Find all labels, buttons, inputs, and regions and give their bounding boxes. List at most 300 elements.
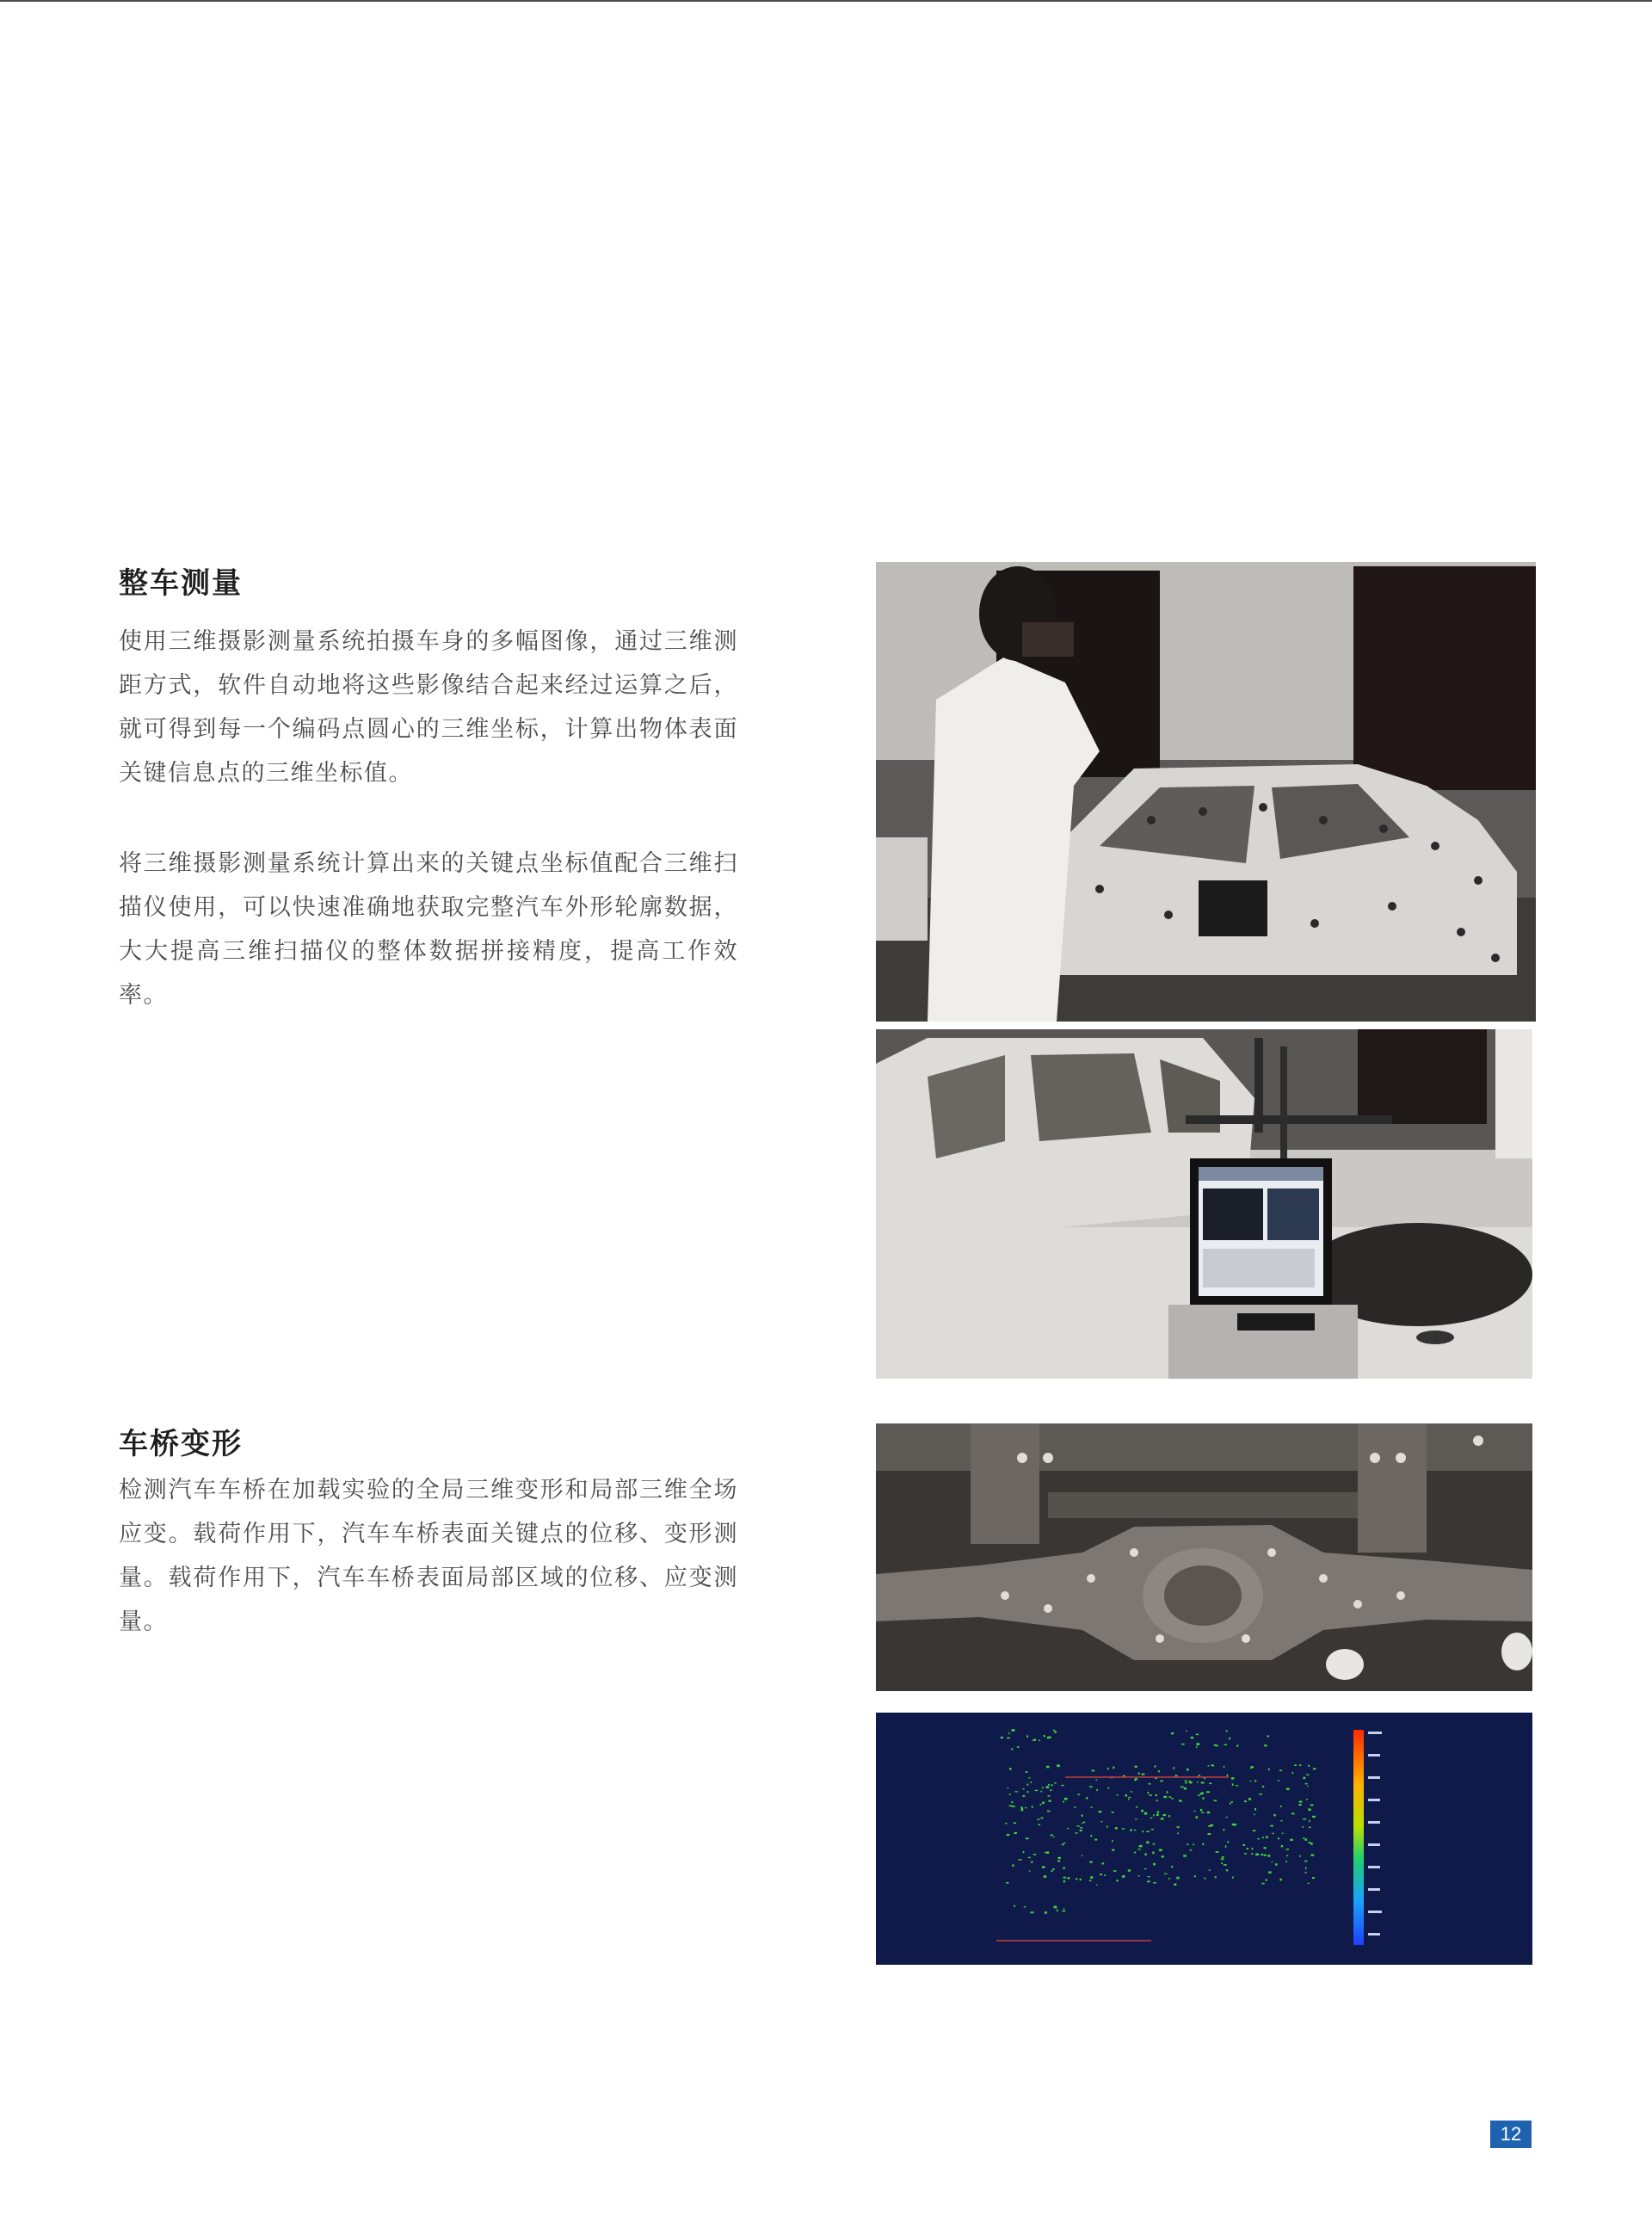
point-cloud-mark [1031, 1861, 1032, 1863]
point-cloud-mark [1134, 1830, 1136, 1831]
point-cloud-mark [1052, 1868, 1055, 1870]
point-cloud-mark [1057, 1860, 1060, 1861]
point-cloud-mark [1020, 1806, 1022, 1809]
point-cloud-mark [1267, 1736, 1270, 1738]
section-1-paragraph-2: 将三维摄影测量系统计算出来的关键点坐标值配合三维扫描仪使用，可以快速准确地获取完整汽车外形轮廓数据，大大提高三维扫描仪的整体数据拼接精度，提高工作效率。 [119, 850, 738, 1009]
point-cloud-mark [1135, 1818, 1137, 1819]
point-cloud-mark [1040, 1804, 1042, 1806]
point-cloud-mark [1304, 1861, 1308, 1862]
point-cloud-mark [1187, 1769, 1189, 1770]
point-cloud-mark [1313, 1768, 1316, 1769]
point-cloud-mark [1222, 1856, 1224, 1858]
point-cloud-mark [1312, 1816, 1316, 1818]
point-cloud-mark [1244, 1853, 1247, 1854]
point-cloud-mark [1128, 1797, 1131, 1798]
point-cloud-mark [1193, 1843, 1194, 1845]
point-cloud-mark [1029, 1870, 1031, 1871]
point-cloud-mark [1086, 1797, 1088, 1800]
point-cloud-mark [1067, 1828, 1069, 1829]
point-cloud-mark [1143, 1831, 1144, 1832]
point-cloud-mark [1184, 1787, 1187, 1790]
point-cloud-mark [1157, 1811, 1159, 1812]
point-cloud-mark [1030, 1781, 1032, 1783]
point-cloud-mark [1232, 1876, 1234, 1878]
point-cloud-mark [1201, 1812, 1205, 1813]
point-cloud-mark [1113, 1870, 1116, 1872]
point-cloud-mark [1194, 1811, 1196, 1812]
point-cloud-mark [1028, 1777, 1030, 1778]
point-cloud-mark [1159, 1849, 1162, 1851]
point-cloud-mark [1198, 1795, 1200, 1797]
point-cloud-mark [1044, 1875, 1046, 1878]
point-cloud-mark [1023, 1851, 1025, 1853]
point-cloud-mark [1082, 1815, 1083, 1817]
point-cloud-mark [1021, 1809, 1024, 1812]
point-cloud-mark [1041, 1818, 1044, 1819]
point-cloud-mark [1147, 1880, 1150, 1882]
point-cloud-mark [1009, 1794, 1011, 1795]
point-cloud-mark [1025, 1807, 1026, 1809]
point-cloud-mark [1209, 1869, 1211, 1870]
point-cloud-mark [1048, 1795, 1051, 1796]
point-cloud-mark [1090, 1876, 1093, 1879]
point-cloud-mark [1156, 1800, 1158, 1801]
point-cloud-mark [1286, 1855, 1288, 1857]
point-cloud-mark [1168, 1878, 1170, 1880]
point-cloud-mark [1161, 1818, 1164, 1819]
point-cloud-mark [1230, 1803, 1231, 1805]
point-cloud-mark [1202, 1798, 1205, 1800]
point-cloud-mark [1006, 1882, 1008, 1884]
point-cloud-mark [1057, 1764, 1060, 1767]
point-cloud-mark [1089, 1880, 1092, 1882]
point-cloud-mark [1310, 1843, 1313, 1844]
point-cloud-mark [1254, 1808, 1256, 1811]
point-cloud-mark [1185, 1780, 1187, 1781]
point-cloud-mark [1142, 1774, 1145, 1775]
point-cloud-mark [1083, 1821, 1085, 1823]
point-cloud-mark [1063, 1908, 1065, 1909]
point-cloud-mark [1032, 1806, 1033, 1808]
point-cloud-mark [1007, 1738, 1010, 1739]
point-cloud-mark [1285, 1861, 1287, 1862]
point-cloud-mark [1310, 1805, 1314, 1806]
point-cloud-mark [1078, 1794, 1080, 1796]
point-cloud-mark [1272, 1861, 1273, 1862]
point-cloud-mark [1100, 1821, 1102, 1822]
point-cloud-mark [1037, 1819, 1039, 1820]
point-cloud-mark [1208, 1765, 1210, 1767]
point-cloud-mark [1262, 1786, 1264, 1787]
point-cloud-mark [1063, 1880, 1065, 1883]
point-cloud-mark [1153, 1863, 1156, 1866]
point-cloud-mark [1113, 1767, 1114, 1769]
point-cloud-mark [1152, 1852, 1154, 1855]
point-cloud-mark [1294, 1764, 1297, 1766]
point-cloud-mark [1264, 1847, 1267, 1849]
point-cloud-mark [1286, 1788, 1290, 1790]
point-cloud-mark [1194, 1875, 1196, 1877]
point-cloud-mark [1205, 1878, 1206, 1880]
point-cloud-mark [1135, 1766, 1137, 1768]
point-cloud-mark [1156, 1794, 1158, 1796]
point-cloud-mark [1011, 1801, 1014, 1802]
point-cloud-mark [1089, 1861, 1093, 1863]
point-cloud-mark [1248, 1798, 1251, 1800]
point-cloud-mark [1281, 1845, 1283, 1847]
point-cloud-mark [1163, 1796, 1167, 1798]
point-cloud-mark [1236, 1744, 1238, 1746]
point-cloud-mark [1092, 1770, 1094, 1772]
point-cloud-mark [1051, 1784, 1053, 1786]
point-cloud-mark [1216, 1851, 1219, 1853]
point-cloud-mark [1014, 1832, 1017, 1834]
point-cloud-mark [1224, 1766, 1225, 1768]
point-cloud-mark [1252, 1848, 1254, 1849]
point-cloud-mark [1162, 1855, 1164, 1857]
point-cloud-mark [1291, 1813, 1295, 1815]
point-cloud-mark [1039, 1824, 1041, 1826]
point-cloud-mark [1163, 1814, 1167, 1816]
point-cloud-mark [1168, 1815, 1170, 1818]
point-cloud-mark [1148, 1876, 1150, 1877]
point-cloud-mark [1049, 1800, 1051, 1802]
point-cloud-mark [1096, 1789, 1098, 1791]
point-cloud-mark [1112, 1812, 1114, 1813]
point-cloud-mark [1273, 1814, 1276, 1816]
point-cloud-mark [1279, 1879, 1282, 1881]
point-cloud-mark [1266, 1880, 1268, 1881]
point-cloud-mark [1122, 1875, 1125, 1878]
point-cloud-mark [1254, 1781, 1256, 1782]
point-cloud-mark [1144, 1868, 1147, 1869]
point-cloud-mark [1009, 1768, 1012, 1769]
point-cloud-mark [1299, 1764, 1301, 1766]
point-cloud-mark [1145, 1853, 1147, 1855]
point-cloud-mark [1264, 1855, 1267, 1856]
point-cloud-mark [1130, 1829, 1131, 1831]
section-title-axle-deformation: 车桥变形 [119, 1427, 243, 1461]
point-cloud-mark [1153, 1814, 1155, 1816]
point-cloud-mark [1076, 1878, 1077, 1880]
point-cloud-mark [1267, 1855, 1270, 1857]
point-cloud-mark [1270, 1825, 1273, 1827]
point-cloud-mark [1206, 1791, 1210, 1793]
point-cloud-mark [1308, 1883, 1310, 1884]
point-cloud-mark [1053, 1730, 1056, 1732]
point-cloud-mark [1141, 1810, 1143, 1812]
point-cloud-mark [1221, 1859, 1224, 1861]
point-cloud-mark [1128, 1799, 1130, 1800]
point-cloud-mark [1107, 1787, 1109, 1789]
point-cloud-mark [1106, 1826, 1108, 1828]
point-cloud-mark [1050, 1790, 1052, 1791]
point-cloud-mark [1051, 1834, 1053, 1836]
point-cloud-mark [1026, 1784, 1028, 1786]
point-cloud-mark [1290, 1839, 1293, 1841]
point-cloud-mark [1094, 1839, 1097, 1841]
point-cloud-mark [1055, 1782, 1057, 1784]
point-cloud-mark [1063, 1911, 1066, 1912]
point-cloud-mark [1261, 1854, 1263, 1855]
point-cloud-mark [1115, 1827, 1118, 1829]
point-cloud-mark [1183, 1855, 1187, 1856]
top-rule [0, 0, 1652, 2]
point-cloud-mark [1307, 1786, 1309, 1787]
point-cloud-mark [1312, 1877, 1315, 1879]
point-cloud-mark [1171, 1866, 1173, 1868]
car-scanner-setup-photo [876, 1029, 1532, 1379]
point-cloud-mark [1134, 1779, 1136, 1781]
point-cloud-mark [1138, 1772, 1140, 1775]
point-cloud-mark [1017, 1746, 1020, 1748]
point-cloud-mark [1046, 1786, 1050, 1788]
point-cloud-mark [1112, 1840, 1113, 1842]
point-cloud-mark [1048, 1784, 1050, 1786]
point-cloud-mark [1176, 1877, 1179, 1880]
point-cloud-mark [1027, 1791, 1029, 1793]
point-cloud-mark [1064, 1798, 1068, 1800]
point-cloud-mark [1019, 1859, 1022, 1860]
point-cloud-mark [1045, 1911, 1047, 1914]
point-cloud-mark [1022, 1795, 1025, 1797]
point-cloud-mark [1044, 1735, 1045, 1737]
point-cloud-mark [1216, 1744, 1218, 1746]
point-cloud-mark [1302, 1826, 1304, 1828]
point-cloud-mark [1186, 1731, 1187, 1732]
point-cloud-mark [1299, 1855, 1301, 1857]
point-cloud-mark [1280, 1806, 1282, 1807]
point-cloud-mark [1231, 1777, 1234, 1779]
point-cloud-mark [1122, 1828, 1125, 1830]
point-cloud-mark [1149, 1794, 1152, 1796]
section-title-vehicle-measurement: 整车测量 [119, 566, 243, 601]
point-cloud-mark [1215, 1876, 1217, 1878]
point-cloud-mark [1247, 1848, 1248, 1849]
point-cloud-mark [1308, 1765, 1310, 1767]
point-cloud-mark [1308, 1808, 1310, 1811]
car-photogrammetry-photo [876, 562, 1536, 1022]
point-cloud-mark [1076, 1825, 1080, 1826]
point-cloud-mark [1196, 1816, 1199, 1818]
point-cloud-mark [1173, 1767, 1174, 1769]
point-cloud-mark [1035, 1790, 1039, 1791]
point-cloud-mark [1014, 1823, 1017, 1824]
point-cloud-mark [1012, 1864, 1014, 1866]
axle-test-rig-photo [876, 1423, 1532, 1691]
point-cloud-mark [1080, 1827, 1082, 1829]
point-cloud-mark [1001, 1737, 1003, 1738]
point-cloud-mark [1309, 1827, 1310, 1829]
point-cloud-mark [1279, 1770, 1282, 1772]
point-cloud-mark [1200, 1809, 1202, 1812]
point-cloud-mark [1125, 1794, 1127, 1797]
point-cloud-mark [1189, 1849, 1192, 1850]
point-cloud-mark [1196, 1743, 1199, 1745]
point-cloud-mark [1058, 1857, 1061, 1859]
point-cloud-mark [1187, 1844, 1189, 1845]
point-cloud-mark [1209, 1783, 1211, 1785]
point-cloud-mark [1046, 1851, 1049, 1854]
point-cloud-mark [1039, 1740, 1040, 1742]
point-cloud-mark [1227, 1842, 1229, 1843]
point-cloud-mark [1067, 1877, 1069, 1879]
point-cloud-mark [1179, 1800, 1182, 1801]
point-cloud-mark [1089, 1786, 1093, 1787]
page-number: 12 [1490, 2121, 1532, 2148]
point-cloud-mark [1226, 1817, 1228, 1818]
point-cloud-mark [1024, 1906, 1026, 1907]
point-cloud-mark [1196, 1746, 1198, 1748]
point-cloud-mark [1061, 1785, 1063, 1786]
point-cloud-mark [1117, 1794, 1119, 1795]
point-cloud-mark [1100, 1874, 1102, 1875]
point-cloud-mark [1158, 1770, 1160, 1772]
point-cloud-mark [1028, 1857, 1031, 1858]
point-cloud-mark [1171, 1732, 1174, 1734]
point-cloud-mark [1082, 1823, 1083, 1824]
point-cloud-mark [1261, 1883, 1264, 1885]
point-cloud-mark [1032, 1739, 1035, 1741]
point-cloud-mark [1048, 1737, 1051, 1738]
point-cloud-mark [1303, 1837, 1304, 1839]
point-cloud-mark [1147, 1792, 1149, 1794]
point-cloud-mark [1096, 1779, 1098, 1781]
point-cloud-mark [1054, 1732, 1057, 1733]
point-cloud-mark [1042, 1866, 1045, 1868]
point-cloud-mark [1042, 1802, 1045, 1805]
point-cloud-mark [1252, 1853, 1254, 1855]
point-cloud-mark [1262, 1837, 1264, 1838]
point-cloud-mark [1112, 1849, 1114, 1851]
point-cloud-mark [1057, 1910, 1058, 1911]
point-cloud-mark [1062, 1843, 1063, 1845]
point-cloud-mark [1008, 1787, 1009, 1788]
point-cloud-mark [1160, 1781, 1163, 1782]
point-cloud-mark [1151, 1829, 1154, 1830]
point-cloud-mark [1305, 1783, 1308, 1785]
point-cloud-mark [1116, 1880, 1118, 1881]
point-cloud-mark [1014, 1905, 1015, 1907]
point-cloud-mark [1268, 1871, 1272, 1873]
point-cloud-mark [1225, 1845, 1227, 1848]
point-cloud-mark [1031, 1911, 1034, 1913]
point-cloud-mark [1008, 1732, 1011, 1733]
point-cloud-mark [1224, 1744, 1228, 1745]
point-cloud-mark [1226, 1869, 1228, 1871]
point-cloud-mark [1091, 1835, 1093, 1837]
point-cloud-mark [1169, 1796, 1172, 1798]
point-cloud-mark [1304, 1777, 1306, 1780]
point-cloud-mark [1063, 1801, 1064, 1803]
point-cloud-mark [1224, 1829, 1225, 1831]
point-cloud-mark [1051, 1870, 1053, 1872]
point-cloud-mark [1134, 1852, 1137, 1854]
point-cloud-mark [1211, 1764, 1214, 1766]
point-cloud-mark [1268, 1768, 1270, 1770]
point-cloud-mark [1207, 1812, 1210, 1813]
axle-deformation-plot [876, 1713, 1532, 1965]
point-cloud-mark [1149, 1783, 1151, 1785]
point-cloud-mark [1063, 1877, 1066, 1879]
point-cloud-mark [1005, 1823, 1008, 1824]
point-cloud-mark [1171, 1798, 1173, 1800]
point-cloud-mark [1153, 1843, 1156, 1845]
point-cloud-mark [1174, 1775, 1177, 1777]
point-cloud-mark [1033, 1854, 1036, 1855]
point-cloud-mark [1146, 1842, 1149, 1844]
point-cloud-mark [1231, 1801, 1233, 1803]
point-cloud-mark [1026, 1771, 1027, 1773]
point-cloud-mark [1278, 1780, 1279, 1781]
point-cloud-mark [1012, 1729, 1015, 1732]
point-cloud-mark [1155, 1765, 1156, 1767]
point-cloud-mark [1299, 1801, 1303, 1803]
point-cloud-mark [1128, 1869, 1131, 1871]
point-cloud-mark [1146, 1831, 1150, 1832]
point-cloud-mark [1107, 1768, 1109, 1769]
point-cloud-mark [1202, 1843, 1204, 1845]
point-cloud-mark [1227, 1775, 1229, 1777]
point-cloud-mark [1221, 1862, 1223, 1864]
point-cloud-mark [1047, 1811, 1051, 1812]
section-2-paragraph-1: 检测汽车车桥在加载实验的全局三维变形和局部三维全场应变。载荷作用下，汽车车桥表面关键点的位移、变形测量。载荷作用下，汽车车桥表面局部区域的位移、应变测量。 [119, 1477, 738, 1635]
point-cloud-mark [1153, 1882, 1156, 1883]
point-cloud-mark [1191, 1737, 1193, 1738]
point-cloud-mark [1040, 1791, 1042, 1793]
point-cloud-mark [1013, 1806, 1015, 1807]
point-cloud-mark [1196, 1734, 1199, 1735]
point-cloud-mark [1136, 1806, 1137, 1808]
point-cloud-mark [1181, 1744, 1185, 1745]
point-cloud-mark [1144, 1812, 1148, 1815]
point-cloud-mark [1063, 1868, 1065, 1869]
point-cloud-mark [1309, 1842, 1311, 1843]
section-1-paragraph-1: 使用三维摄影测量系统拍摄车身的多幅图像，通过三维测距方式，软件自动地将这些影像结合起来经过运算之后，就可得到每一个编码点圆心的三维坐标，计算出物体表面关键信息点的三维坐标值。 [119, 628, 738, 787]
point-cloud-mark [1185, 1782, 1187, 1784]
point-cloud-mark [1102, 1862, 1105, 1864]
point-cloud-mark [1275, 1863, 1278, 1865]
point-cloud-mark [1177, 1832, 1179, 1834]
point-cloud-mark [1046, 1766, 1049, 1769]
point-cloud-mark [1305, 1872, 1307, 1874]
point-cloud-mark [1211, 1824, 1213, 1826]
point-cloud-mark [1305, 1839, 1308, 1841]
point-cloud-mark [1251, 1766, 1254, 1768]
point-cloud-mark [1229, 1738, 1230, 1740]
point-cloud-mark [1096, 1885, 1098, 1886]
point-cloud-mark [1282, 1833, 1284, 1834]
point-cloud-mark [1042, 1787, 1044, 1788]
point-cloud-mark [1214, 1800, 1217, 1801]
point-cloud-mark [1014, 1791, 1018, 1792]
point-cloud-mark [1174, 1884, 1176, 1886]
point-cloud-mark [1099, 1811, 1102, 1812]
point-cloud-mark [1264, 1744, 1267, 1746]
point-cloud-mark [1167, 1791, 1168, 1794]
point-cloud-mark [1026, 1837, 1029, 1839]
point-cloud-mark [1090, 1806, 1092, 1807]
point-cloud-mark [1311, 1855, 1315, 1856]
point-cloud-mark [1303, 1818, 1306, 1819]
point-cloud-mark [1278, 1837, 1279, 1839]
point-cloud-mark [1254, 1814, 1255, 1816]
point-cloud-mark [1074, 1806, 1076, 1808]
point-cloud-mark [1023, 1788, 1025, 1790]
point-cloud-mark [1266, 1837, 1268, 1838]
point-cloud-mark [1208, 1833, 1211, 1835]
point-cloud-mark [1242, 1844, 1245, 1846]
